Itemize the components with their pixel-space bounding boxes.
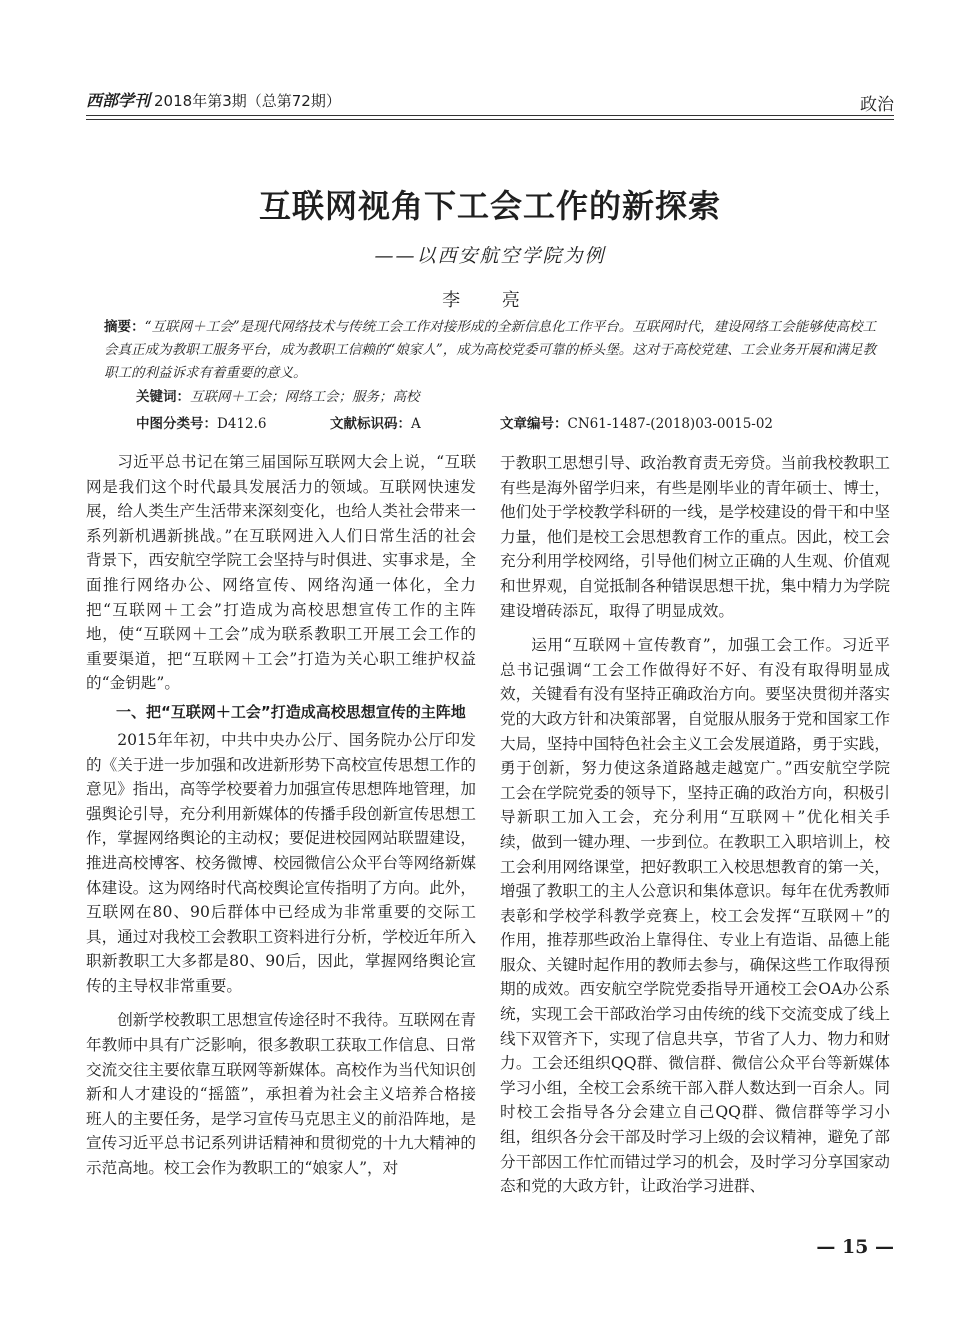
- article-number: [500, 414, 773, 434]
- article-number-value: CN61-1487-(2018)03-0015-02: [567, 416, 774, 432]
- keywords-label: 关键词：: [136, 389, 190, 405]
- paragraph: 创新学校教职工思想宣传途径时不我待。互联网在青年教师中具有广泛影响，很多教职工获取工作信息、日常交流交往主要依靠互联网等新媒体。高校作为当代知识创新和人才建设的“摇篮”，承担着为社会主义培养合格接班人的主要任务，是学习宣传马克思主义的前沿阵地，是宣传习近平总书记系列讲话精神和贯彻党的十九大精神的示范高地。校工会作为教职工的“娘家人”，对: [86, 1011, 476, 1178]
- doc-code-label: 文献标识码：: [330, 416, 411, 432]
- header-rule-bottom: [86, 119, 894, 120]
- page-number: — 15 —: [816, 1236, 894, 1258]
- journal-logo: 西部学刊: [86, 91, 151, 110]
- section-label: 政治: [860, 95, 894, 115]
- clc-label: 中图分类号：: [136, 416, 217, 432]
- article-number-label: 文章编号：: [500, 416, 568, 432]
- abstract-text: “互联网＋工会”是现代网络技术与传统工会工作对接形成的全新信息化工作平台。互联网时代，建设网络工会能够使高校工会真正成为教职工服务平台，成为教职工信赖的“娘家人”，成为高校党委可靠的桥头堡。这对于高校党建、工会业务开展和满足教职工的利益诉求有着重要的意义。: [104, 319, 876, 381]
- clc-number: [136, 414, 266, 434]
- issue-info: 2018年第3期（总第72期）: [154, 92, 341, 110]
- doc-code-value: A: [411, 416, 421, 432]
- paragraph: 习近平总书记在第三届国际互联网大会上说，“互联网是我们这个时代最具发展活力的领域。互联网快速发展，给人类生产生活带来深刻变化，也给人类社会带来一系列新机遇新挑战。”在互联网进入人们日常生活的社会背景下，西安航空学院工会坚持与时俱进、实事求是，全面推行网络办公、网络宣传、网络沟通一体化，全力把“互联网＋工会”打造成为高校思想宣传工作的主阵地，使“互联网＋工会”成为联系教职工开展工会工作的重要渠道，把“互联网＋工会”打造为关心职工维护权益的“金钥匙”。: [86, 453, 476, 693]
- article-title: 互联网视角下工会工作的新探索: [258, 187, 721, 225]
- paragraph: 运用“互联网＋宣传教育”，加强工会工作。习近平总书记强调“工会工作做得好不好、有没有取得明显成效，关键看有没有坚持正确政治方向。要坚决贯彻并落实党的大政方针和决策部署，自觉服从服务于党和国家工作大局，坚持中国特色社会主义工会发展道路，勇于实践，勇于创新，努力使这条道路越走越宽广。”西安航空学院工会在学院党委的领导下，坚持正确的政治方向，积极引导新职工加入工会，充分利用“互联网＋”优化相关手续，做到一键办理、一步到位。在教职工入职培训上，校工会利用网络课堂，把好教职工入校思想教育的第一关，增强了教职工的主人公意识和集体意识。每年在优秀教师表彰和学校学科教学竞赛上，校工会发挥“互联网＋”的作用，推荐那些政治上靠得住、专业上有造诣、品德上能服众、关键时起作用的教师去参与，确保这些工作取得预期的成效。西安航空学院党委指导开通校工会OA办公系统，实现工会干部政治学习由传统的线下交流变成了线上线下双管齐下，实现了信息共享，节省了人力、物力和财力。工会还组织QQ群、微信群、微信公众平台等新媒体学习小组，全校工会系统干部入群人数达到一百余人。同时校工会指导各分会建立自己QQ群、微信群等学习小组，组织各分会干部及时学习上级的会议精神，避免了部分干部因工作忙而错过学习的机会，及时学习分享国家动态和党的大政方针，让政治学习进群、: [500, 636, 890, 1196]
- paragraph: 于教职工思想引导、政治教育责无旁贷。当前我校教职工有些是海外留学归来，有些是刚毕业的青年硕士、博士，他们处于学校教学科研的一线，是学校建设的骨干和中坚力量，他们是校工会思想教育工作的重点。因此，校工会充分利用学校网络，引导他们树立正确的人生观、价值观和世界观，自觉抵制各种错误思想干扰，集中精力为学院建设增砖添瓦，取得了明显成效。: [500, 454, 890, 620]
- keywords-text: 互联网＋工会；网络工会；服务；高校: [190, 389, 420, 405]
- header-rule-top: [86, 115, 894, 116]
- keywords: [136, 387, 420, 407]
- doc-code: [330, 414, 421, 434]
- running-header: [86, 88, 894, 114]
- body-column-left: [86, 450, 476, 1181]
- abstract-label: 摘要：: [104, 319, 145, 335]
- body-column-right: [500, 451, 890, 1199]
- header-journal-info: [86, 88, 341, 111]
- article-subtitle: ——以西安航空学院为例: [374, 245, 606, 267]
- clc-value: D412.6: [217, 416, 267, 432]
- abstract: [104, 316, 876, 385]
- section-heading: 一、把“互联网＋工会”打造成高校思想宣传的主阵地: [116, 702, 466, 721]
- paragraph: 2015年年初，中共中央办公厅、国务院办公厅印发的《关于进一步加强和改进新形势下高校宣传思想工作的意见》指出，高等学校要着力加强宣传思想阵地管理，加强舆论引导，充分利用新媒体的传播手段创新宣传思想工作，掌握网络舆论的主动权；要促进校园网站联盟建设，推进高校博客、校务微博、校园微信公众平台等网络新媒体建设。这为网络时代高校舆论宣传指明了方向。此外，互联网在80、90后群体中已经成为非常重要的交际工具，通过对我校工会教职工资料进行分析，学校近年所入职新教职工大多都是80、90后，因此，掌握网络舆论宣传的主导权非常重要。: [86, 730, 476, 995]
- article-author: 李 亮: [442, 290, 538, 311]
